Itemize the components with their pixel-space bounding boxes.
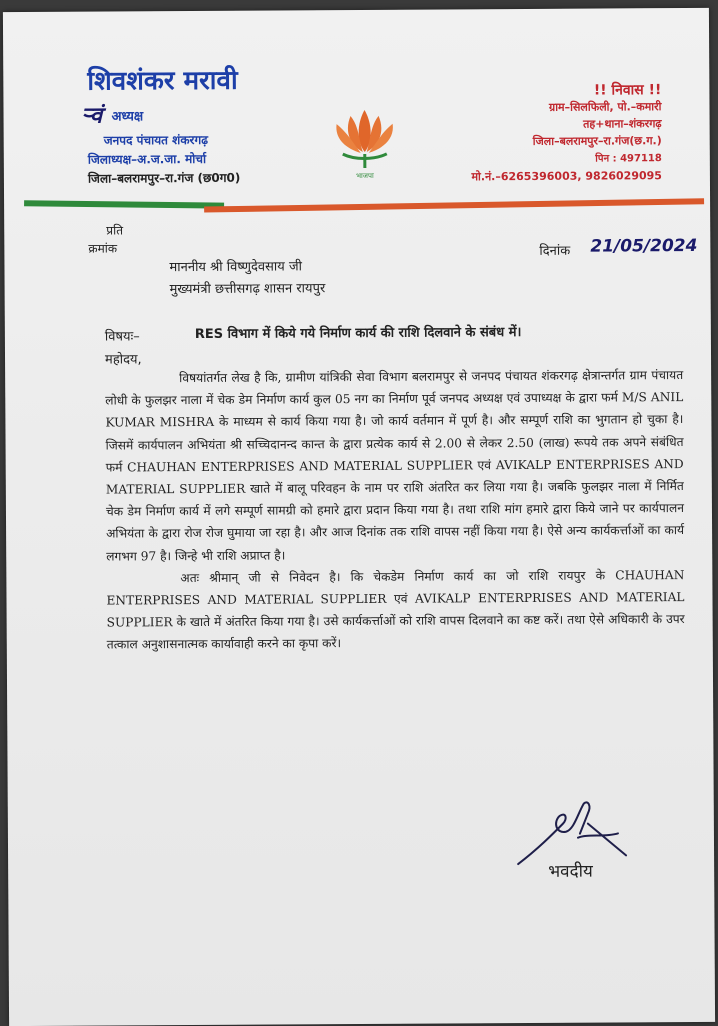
subject-label: विषयः– [105,326,140,344]
residence-heading: !! निवास !! [594,80,662,99]
reference-number-label: क्रमांक [88,239,117,256]
residence-pin: पिन : 497118 [595,150,662,164]
recipient-designation: मुख्यमंत्री छत्तीसगढ़ शासन रायपुर [170,278,326,297]
lotus-logo-icon [328,102,400,182]
recipient-name: माननीय श्री विष्णुदेवसाय जी [169,256,302,275]
letter-body [105,364,685,656]
residence-tehsil: तह+थाना–शंकरगढ़ [583,116,662,131]
date-label: दिनांक [539,241,570,259]
body-paragraph: अतः श्रीमान् जी से निवेदन है। कि चेकडेम निर्माण कार्य का जो राशि रायपुर के CHAUHAN ENTERPRISES AND MATERIAL SUPPLIER एवं AVIKALP ENTERPRISES AND MATERIAL SUPPLIER के खाते में अंतरित किया गया है। उसे कार्यकर्त्ताओं को राशि वापस दिलवाने का कष्ट करें। तथा ऐसे अधिकारी के उपर तत्काल अनुशासनात्मक कार्यावाही करने का कृपा करें। [106,564,685,656]
prati-label: प्रति [106,221,123,238]
closing-text: भवदीय [548,859,593,882]
logo-caption: भाजपा [356,172,374,180]
salutation: महोदय, [105,349,142,367]
sender-name: शिवशंकर मरावी [87,61,238,98]
residence-district: जिला–बलरामपुर–रा.गंज(छ.ग.) [533,133,662,149]
sender-office: जनपद पंचायत शंकरगढ़ [104,131,208,149]
initials-signature-icon: ऱ्वं [81,100,102,130]
sender-district: जिला–बलरामपुर–रा.गंज (छ0ग0) [88,169,241,187]
residence-mobile: मो.नं.–6265396003, 9826029095 [471,168,662,184]
sender-title: अध्यक्ष [111,106,143,124]
header-band-green [24,200,224,208]
date-value: 21/05/2024 [590,236,697,257]
subject-text: RES विभाग में किये गये निर्माण कार्य की राशि दिलवाने के संबंध में। [195,322,522,342]
body-paragraph: विषयांतर्गत लेख है कि, ग्रामीण यांत्रिकी सेवा विभाग बलरामपुर से जनपद पंचायत शंकरगढ़ क्षेत्रान्तर्गत ग्राम पंचायत लोधी के फुलझर नाला में चेक डेम निर्माण कार्य कुल 05 नग का निर्माण पूर्व जनपद अध्यक्ष एवं उपाध्यक्ष के द्वारा फर्म M/S ANIL KUMAR MISHRA के माध्यम से कार्य किया गया है। जो कार्य वर्तमान में पूर्ण है। और सम्पूर्ण राशि का भुगतान हो चुका है। जिसमें कार्यपालन अभियंता श्री सच्चिदानन्द कान्त के द्वारा प्रत्येक कार्य से 2.00 से लेकर 2.50 (लाख) रूपये तक अपने संबंधित फर्म CHAUHAN ENTERPRISES AND MATERIAL SUPPLIER एवं AVIKALP ENTERPRISES AND MATERIAL SUPPLIER खाते में बालू परिवहन के नाम पर राशि अंतरित कर लिया गया है। जबकि फुलझर नाला में निर्मित चेक डेम निर्माण कार्य में लगे सम्पूर्ण सामग्री को हमारे द्वारा प्रदान किया गया है। तथा राशि मांग हमारे द्वारा किये जाने पर कार्यपालन अभियंता के द्वारा रोज रोज घुमाया जा रहा है। और आज दिनांक तक राशि वापस नहीं किया गया है। ऐसे अन्य कार्यकर्त्ताओं का कार्य लगभग 97 है। जिन्हे भी राशि अप्राप्त है। [105,364,684,567]
residence-village: ग्राम–सिलफिली, पो.–कमारी [549,99,662,115]
letter-sheet [3,8,715,1026]
header-band-orange [204,198,704,212]
sender-post: जिलाध्यक्ष–अ.ज.जा. मोर्चा [88,150,206,168]
